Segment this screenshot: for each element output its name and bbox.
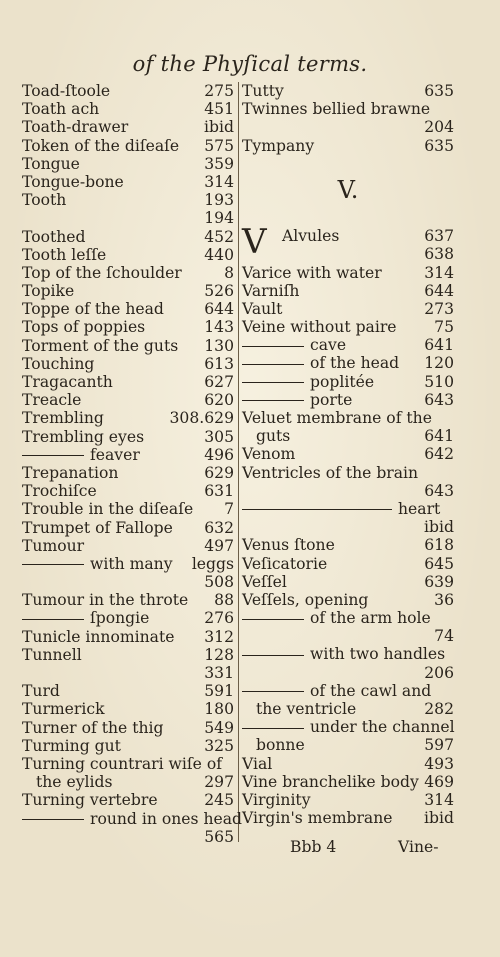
entry-page-number: 644 [424, 281, 454, 300]
entry-term: Trepanation [22, 463, 119, 482]
ditto-rule [22, 619, 84, 620]
index-entry [22, 664, 234, 682]
index-entry [242, 300, 454, 318]
entry-page-number: 180 [204, 700, 234, 719]
ditto-rule [242, 619, 304, 620]
entry-term: Turming gut [22, 736, 121, 755]
ditto-rule [242, 691, 304, 692]
entry-page-number: 631 [204, 482, 234, 501]
entry-page-number: 275 [204, 82, 234, 100]
index-entry [242, 409, 454, 427]
index-entry [242, 173, 454, 209]
entry-term: Alvules [282, 227, 340, 246]
entry-page-number: 194 [204, 209, 234, 228]
index-entry [22, 573, 234, 591]
ditto-rule [22, 455, 84, 456]
entry-page-number: 314 [204, 172, 234, 191]
ditto-rule [242, 509, 392, 510]
entry-term: Veluet membrane of the [242, 409, 432, 427]
index-entry [22, 755, 234, 773]
entry-term-group [242, 645, 445, 663]
index-entry [22, 282, 234, 300]
entry-page-number: 639 [424, 572, 454, 591]
entry-term-group [242, 373, 374, 391]
index-entry [22, 209, 234, 227]
index-entry [22, 737, 234, 755]
index-entry [22, 519, 234, 537]
catchword: Vine- [398, 838, 439, 856]
entry-page-number: 204 [424, 118, 454, 137]
entry-page-number: 549 [204, 718, 234, 737]
entry-term: ſpongie [90, 609, 150, 628]
entry-term: Tympany [242, 136, 315, 155]
entry-page-number: 36 [434, 590, 454, 609]
index-entry [242, 137, 454, 155]
index-entry [242, 264, 454, 282]
index-entry [22, 391, 234, 409]
entry-page-number: 305 [204, 427, 234, 446]
entry-term-group [242, 609, 431, 627]
ditto-rule [242, 400, 304, 401]
entry-page-number: 597 [424, 736, 454, 755]
entry-term: Veſſel [242, 572, 287, 591]
entry-page-number: 645 [424, 554, 454, 573]
entry-page-number: 120 [424, 354, 454, 373]
entry-term: Trembling eyes [22, 427, 145, 446]
entry-page-number: 297 [204, 773, 234, 792]
index-entry [22, 373, 234, 391]
index-entry [242, 155, 454, 173]
entry-term: Tunnell [22, 645, 82, 664]
ditto-rule [22, 819, 84, 820]
index-entry [242, 100, 454, 118]
entry-page-number: 627 [204, 373, 234, 391]
page-header: of the Phyſical terms. [132, 52, 368, 76]
index-entry [22, 537, 234, 555]
entry-term: Turning countrari wiſe of [22, 754, 222, 773]
entry-page-number: 642 [424, 445, 454, 464]
index-entry [22, 700, 234, 718]
entry-term: Treacle [22, 391, 82, 410]
index-entry [242, 809, 454, 827]
entry-page-number: 331 [204, 664, 234, 682]
entry-page-number: 245 [204, 791, 234, 810]
index-entry [22, 355, 234, 373]
entry-term: Ventricles of the brain [242, 463, 419, 482]
entry-page-number: 641 [424, 427, 454, 446]
entry-term: Veſſels, opening [242, 590, 369, 609]
entry-term: Toppe of the head [22, 300, 164, 319]
index-entry [22, 555, 234, 573]
entry-page-number: 629 [204, 463, 234, 482]
entry-term: Vine branchelike body [242, 772, 419, 791]
entry-term: Top of the ſchoulder [22, 263, 182, 282]
entry-page-number: 308.629 [169, 409, 234, 428]
index-entry [242, 245, 454, 263]
index-entry [242, 464, 454, 482]
index-entry [242, 718, 454, 736]
index-entry [22, 482, 234, 500]
index-entry [22, 118, 234, 136]
entry-term: Torment of the guts [22, 336, 179, 355]
index-entry [22, 428, 234, 446]
entry-term-group [22, 810, 242, 828]
ditto-rule [242, 346, 304, 347]
entry-term: Vial [242, 754, 273, 773]
entry-page-number: 635 [424, 82, 454, 100]
entry-page-number: 641 [424, 336, 454, 355]
entry-term: the eylids [36, 773, 113, 792]
entry-page-number: 193 [204, 191, 234, 210]
index-entry [242, 773, 454, 791]
entry-term: Touching [22, 354, 95, 373]
entry-page-number: ibid [204, 118, 234, 137]
entry-page-number: 644 [204, 300, 234, 319]
index-entry [22, 719, 234, 737]
entry-page-number: 325 [204, 736, 234, 755]
entry-term-group [242, 336, 346, 354]
index-entry [22, 628, 234, 646]
entry-page-number: 314 [424, 263, 454, 282]
entry-page-number: 493 [424, 754, 454, 773]
index-entry [22, 300, 234, 318]
entry-term-group [22, 555, 173, 573]
index-entry [22, 609, 234, 627]
entry-term: porte [310, 390, 353, 409]
index-entry [22, 682, 234, 700]
entry-term: of the head [310, 354, 400, 373]
index-entry [242, 700, 454, 718]
index-entry [22, 773, 234, 791]
index-entry [22, 464, 234, 482]
index-entry [22, 446, 234, 464]
entry-term: Trochiſce [22, 482, 97, 501]
index-entry [22, 191, 234, 209]
entry-page-number: 620 [204, 391, 234, 410]
entry-page-number: 276 [204, 609, 234, 628]
entry-term: Tutty [242, 82, 284, 100]
index-entry [242, 209, 454, 227]
entry-term: Veſicatorie [242, 554, 328, 573]
entry-page-number: ibid [424, 518, 454, 537]
ditto-rule [242, 728, 304, 729]
entry-term: Toad-ſtoole [22, 82, 111, 100]
entry-term: Vault [242, 299, 283, 318]
index-entry [242, 536, 454, 554]
index-entry [22, 228, 234, 246]
index-entry [22, 828, 234, 846]
entry-term: Toath ach [22, 100, 100, 119]
entry-term: Varice with water [242, 263, 382, 282]
index-entry [22, 409, 234, 427]
index-entry [242, 555, 454, 573]
entry-term: with many [90, 554, 173, 573]
index-entry [22, 155, 234, 173]
entry-page-number: 496 [204, 445, 234, 464]
entry-term: Turd [22, 682, 60, 701]
index-entry [22, 591, 234, 609]
entry-term: Turner of the thig [22, 718, 164, 737]
index-entry [242, 482, 454, 500]
entry-term: Toothed [22, 227, 86, 246]
entry-page-number: 526 [204, 282, 234, 301]
index-entry [242, 736, 454, 754]
entry-page-number: 643 [424, 390, 454, 409]
entry-term: Tops of poppies [22, 318, 146, 337]
entry-term: Twinnes bellied brawne [242, 100, 431, 119]
entry-page-number: 143 [204, 318, 234, 337]
index-entry [242, 391, 454, 409]
entry-page-number: 508 [204, 573, 234, 592]
entry-page-number: 75 [434, 318, 454, 337]
index-entry [242, 82, 454, 100]
entry-term: Veine without paire [242, 318, 397, 337]
entry-term: under the channel [310, 718, 455, 737]
entry-term: Tongue [22, 154, 80, 173]
entry-term: with two handles [310, 645, 446, 664]
entry-term-group [242, 354, 399, 372]
entry-page-number: 8 [224, 263, 234, 282]
entry-term: guts [256, 427, 291, 446]
index-entry [22, 791, 234, 809]
index-entry [242, 445, 454, 463]
index-entry [242, 645, 454, 663]
index-entry [242, 791, 454, 809]
entry-page-number: 128 [204, 645, 234, 664]
entry-term: heart [398, 499, 441, 518]
index-entry [242, 518, 454, 536]
index-entry [242, 755, 454, 773]
entry-page-number: 88 [214, 591, 234, 610]
entry-page-number: 451 [204, 100, 234, 119]
index-entry [242, 591, 454, 609]
entry-page-number: 282 [424, 700, 454, 718]
index-entry [242, 354, 454, 372]
entry-term: Tunicle innominate [22, 627, 175, 646]
column-divider [238, 82, 239, 842]
signature-mark: Bbb 4 [290, 838, 337, 856]
entry-page-number: 575 [204, 136, 234, 155]
entry-page-number: 312 [204, 627, 234, 646]
entry-term: Venom [242, 445, 296, 464]
entry-term: the ventricle [256, 700, 357, 718]
index-column-left [22, 82, 243, 846]
index-entry [22, 809, 243, 828]
index-entry [22, 82, 234, 100]
entry-page-number: ibid [424, 809, 454, 828]
index-entry [242, 609, 454, 627]
entry-page-number: 565 [204, 827, 234, 846]
index-entry [22, 264, 234, 282]
entry-term-group [242, 500, 440, 518]
entry-page-number: 510 [424, 372, 454, 391]
drop-capital: V [242, 222, 267, 263]
entry-term: round in ones head [90, 809, 243, 828]
ditto-rule [22, 564, 84, 565]
index-entry [242, 336, 454, 354]
entry-page-number: 359 [204, 154, 234, 173]
entry-page-number: 130 [204, 336, 234, 355]
index-entry [22, 337, 234, 355]
entry-term: Toath-drawer [22, 118, 129, 137]
entry-term: bonne [256, 736, 305, 755]
entry-term: of the cawl and [310, 681, 432, 700]
ditto-rule [242, 364, 304, 365]
entry-term: Virginity [242, 790, 311, 809]
index-entry [22, 646, 234, 664]
entry-term: Tooth leſſe [22, 245, 107, 264]
index-entry [22, 246, 234, 264]
entry-page-number: 74 [434, 627, 454, 646]
index-entry [22, 318, 234, 336]
index-column-right [242, 82, 454, 827]
entry-term: Token of the diſeaſe [22, 136, 180, 155]
entry-term: Topike [22, 282, 75, 301]
section-letter: V. [337, 175, 359, 204]
index-entry [242, 427, 454, 445]
index-entry [242, 373, 454, 391]
index-entry [22, 137, 234, 155]
entry-page-number: 638 [424, 245, 454, 264]
index-entry [242, 682, 454, 700]
index-entry [22, 500, 234, 518]
ditto-rule [242, 382, 304, 383]
entry-page-number: 618 [424, 536, 454, 555]
entry-term: Tragacanth [22, 373, 113, 391]
entry-term: poplitée [310, 372, 375, 391]
entry-term: Tongue-bone [22, 172, 124, 191]
index-entry [242, 500, 454, 518]
entry-page-number: 632 [204, 518, 234, 537]
entry-term: cave [310, 336, 347, 355]
index-entry [242, 573, 454, 591]
entry-term: of the arm hole [310, 609, 431, 628]
entry-term-group [242, 391, 352, 409]
entry-term: Tumour [22, 536, 85, 555]
entry-term: Trumpet of Fallope [22, 518, 173, 537]
entry-term: Trouble in the diſeaſe [22, 500, 194, 519]
entry-term: Varniſh [242, 281, 300, 300]
entry-page-number: 440 [204, 245, 234, 264]
entry-page-number: 206 [424, 663, 454, 682]
entry-page-number: 613 [204, 354, 234, 373]
entry-term: Virgin's membrane [242, 809, 393, 828]
entry-page-number: leggs [191, 554, 234, 573]
entry-term-group [22, 609, 149, 627]
entry-term-group [22, 446, 140, 464]
index-entry [242, 282, 454, 300]
index-entry [242, 118, 454, 136]
entry-term: Venus ſtone [242, 536, 335, 555]
index-entry [242, 664, 454, 682]
entry-page-number: 469 [424, 772, 454, 791]
entry-term: Tumour in the throte [22, 591, 189, 610]
index-entry [22, 173, 234, 191]
index-entry [242, 318, 454, 336]
index-entry [22, 100, 234, 118]
entry-page-number: 635 [424, 136, 454, 155]
entry-page-number: 273 [424, 299, 454, 318]
entry-term-group [242, 718, 455, 736]
entry-page-number: 637 [424, 227, 454, 246]
entry-term: Trembling [22, 409, 104, 428]
entry-term: feaver [90, 445, 140, 464]
ditto-rule [242, 655, 304, 656]
index-entry [242, 627, 454, 645]
entry-page-number: 314 [424, 790, 454, 809]
entry-page-number: 643 [424, 481, 454, 500]
entry-term-group [242, 682, 431, 700]
entry-term: Tooth [22, 191, 67, 210]
entry-page-number: 452 [204, 227, 234, 246]
entry-page-number: 7 [224, 500, 234, 519]
entry-term: Turning vertebre [22, 791, 158, 810]
entry-term: Turmerick [22, 700, 105, 719]
entry-page-number: 591 [204, 682, 234, 701]
entry-page-number: 497 [204, 536, 234, 555]
